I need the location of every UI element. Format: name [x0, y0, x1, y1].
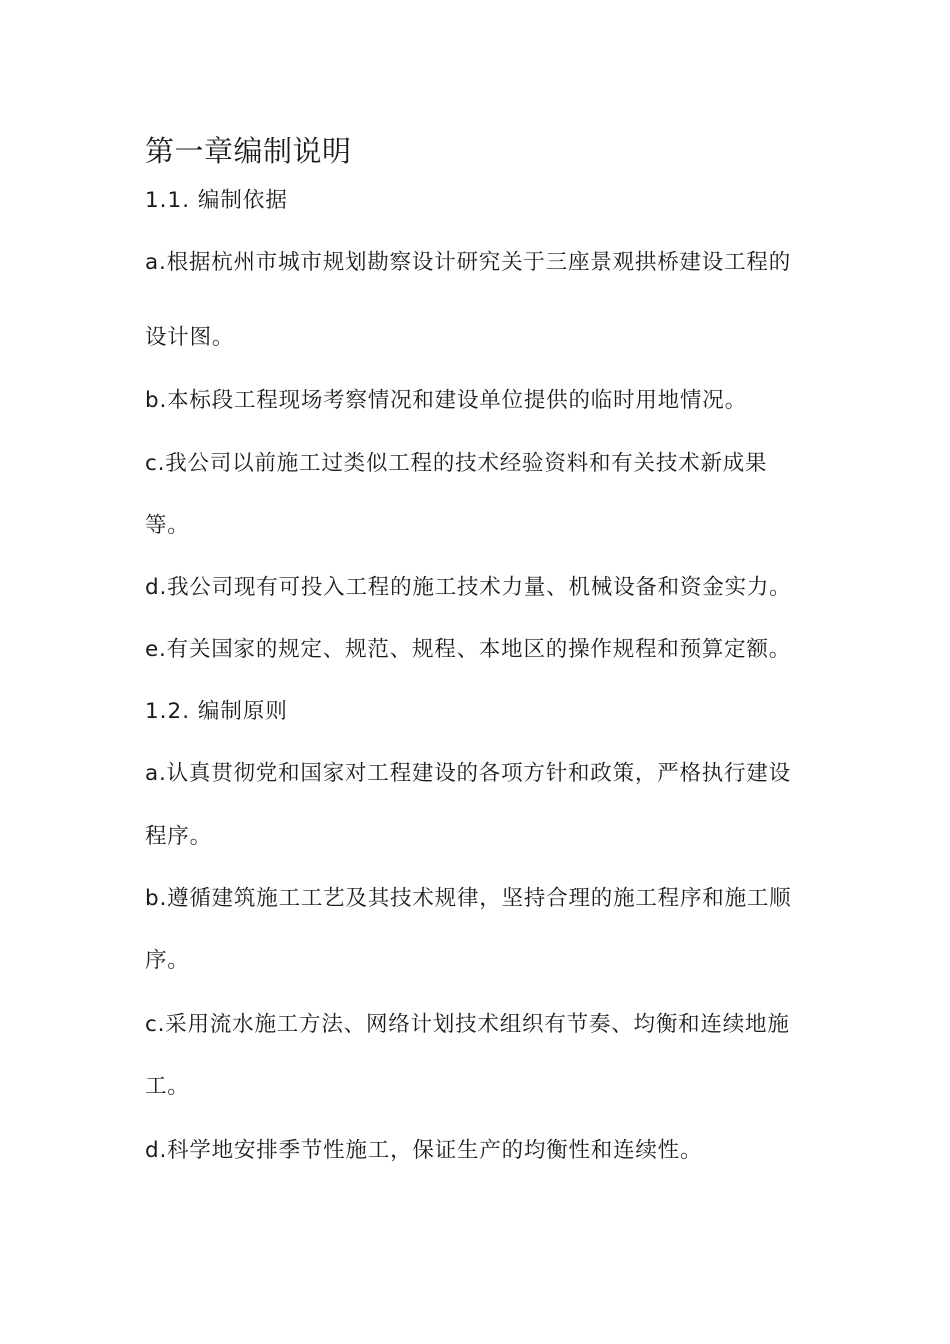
basis-item-a-line-1: a.根据杭州市城市规划勘察设计研究关于三座景观拱桥建设工程的 — [145, 250, 792, 275]
principle-item-c-line-1: c.采用流水施工方法、网络计划技术组织有节奏、均衡和连续地施 — [145, 1012, 790, 1037]
principle-item-b-line-1: b.遵循建筑施工工艺及其技术规律，坚持合理的施工程序和施工顺 — [145, 886, 792, 911]
principle-item-b-line-2: 序。 — [145, 948, 190, 973]
section-heading-basis: 1.1. 编制依据 — [145, 188, 288, 213]
principle-item-a-line-2: 程序。 — [145, 824, 212, 849]
basis-item-c-line-2: 等。 — [145, 513, 190, 538]
basis-item-a-line-2: 设计图。 — [145, 325, 235, 350]
basis-item-d: d.我公司现有可投入工程的施工技术力量、机械设备和资金实力。 — [145, 575, 792, 600]
principle-item-a-line-1: a.认真贯彻党和国家对工程建设的各项方针和政策，严格执行建设 — [145, 761, 792, 786]
principle-item-d: d.科学地安排季节性施工，保证生产的均衡性和连续性。 — [145, 1138, 703, 1163]
section-heading-principles: 1.2. 编制原则 — [145, 699, 288, 724]
chapter-title: 第一章编制说明 — [145, 134, 352, 168]
basis-item-b: b.本标段工程现场考察情况和建设单位提供的临时用地情况。 — [145, 388, 747, 413]
principle-item-c-line-2: 工。 — [145, 1074, 190, 1099]
basis-item-e: e.有关国家的规定、规范、规程、本地区的操作规程和预算定额。 — [145, 637, 792, 662]
basis-item-c-line-1: c.我公司以前施工过类似工程的技术经验资料和有关技术新成果 — [145, 451, 768, 476]
